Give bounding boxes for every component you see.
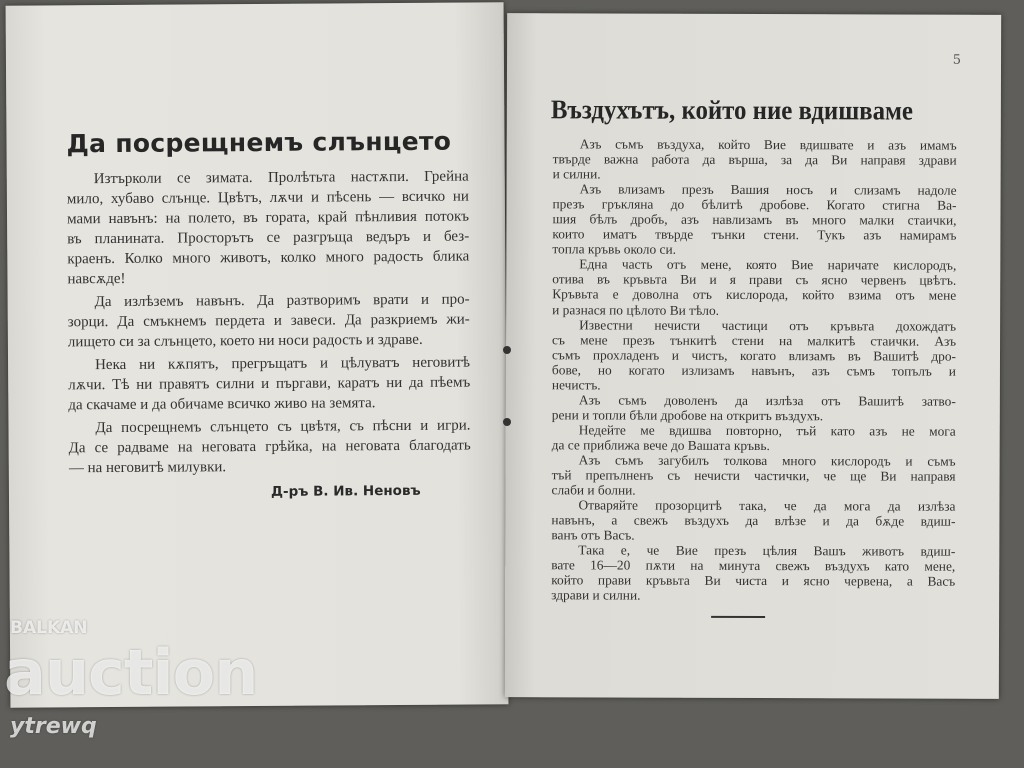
text-line: нечистъ. (551, 377, 601, 393)
text-line: съмъ прохладенъ и чистъ, когато влизамъ въ Вашитѣ дро- (551, 346, 957, 364)
text-line: топла кръвь около си. (552, 241, 677, 258)
text-line: който прави кръвьта Ви чиста и ясно червена, а Васъ (551, 572, 956, 590)
text-line: които иматъ твърде тънки стени. Тукъ азъ намирамъ (552, 226, 957, 243)
text-line: рени и топли бѣли дробове на откритъ въздухъ. (551, 407, 824, 424)
text-line: — на неговитѣ милувки. (68, 459, 227, 477)
text-line: Така е, че Вие презъ цѣлия Вашъ животъ вдиш- (578, 542, 956, 559)
right-page (505, 13, 1001, 699)
paragraph (68, 353, 470, 416)
page-number: 5 (952, 52, 962, 68)
text-line: Отваряйте прозорцитѣ така, че да мога да излѣза (578, 497, 956, 514)
text-line: мами навънъ: на полето, въ гората, край пѣнливия потокъ (66, 208, 470, 228)
text-line: Изтърколи се зимата. Пролѣтьта настѫпи. Грейна (93, 168, 469, 188)
paragraph (552, 257, 956, 319)
text-line: тъй препълненъ съ нечисти частички, че ще Ви направя (551, 467, 956, 484)
text-line: краенъ. Колко много животъ, колко много радость блика (67, 248, 470, 268)
binding-hole (503, 346, 511, 354)
text-line: бове, но когато излизамъ навънъ, азъ съмъ топълъ и (551, 362, 956, 379)
text-line: навънъ, а свежъ въздухъ да влѣзе и да бѫде вдиш- (551, 512, 956, 529)
paragraph (552, 181, 956, 258)
text-line: зорци. Да смъкнемъ пердета и завеси. Да разкриемъ жи- (67, 311, 470, 331)
text-line: лѫчи. Тѣ ни правятъ силни и пъргави, каратъ ни да пѣемъ (68, 374, 471, 394)
text-line: отива въ кръвьта Ви и я прави съ ясно червенъ цвѣтъ. (552, 271, 957, 289)
paragraph (67, 167, 470, 290)
text-line: Азъ съмъ въздуха, който Вие вдишвате и азъ имамъ (579, 136, 957, 153)
left-page (6, 2, 509, 707)
paragraph (552, 422, 956, 454)
text-line: твърде важна работа да върша, за да Ви направя здрави (552, 151, 957, 168)
text-line: Да посрещнемъ слънцето съ цвѣтя, съ пѣсни и игри. (95, 417, 471, 437)
paragraph (552, 317, 956, 394)
text-line: да се приближа вече до Вашата кръвь. (551, 437, 770, 453)
right-page-body (551, 136, 957, 604)
text-line: Една часть отъ мене, която Вие наричате кислородъ, (579, 256, 957, 274)
paragraph (551, 543, 955, 605)
paragraph (553, 136, 957, 183)
end-divider (711, 616, 765, 618)
text-line: да скачаме и да обичаме всичко живо на земята. (68, 395, 376, 414)
text-line: Нека ни кѫпятъ, прегръщатъ и цѣлуватъ неговитѣ (95, 354, 471, 374)
left-page-body (67, 167, 471, 479)
text-line: Недейте ме вдишва повторно, тъй като азъ не мога (578, 422, 956, 439)
text-line: лището си за слънцето, което ни носи радость и здраве. (67, 331, 423, 351)
watermark-line2: auction (4, 636, 258, 709)
text-line: въ планината. Просторътъ се разгръща ведъръ и без- (67, 228, 470, 248)
text-line: презъ гръкляна до бѣлитѣ дробове. Когато стигна Ва- (552, 196, 957, 213)
author-signature: Д-ръ В. Ив. Неновъ (270, 482, 421, 500)
paragraph (551, 497, 955, 544)
watermark-line1: BALKAN (10, 618, 88, 638)
paragraph (552, 392, 956, 424)
text-line: Да излѣземъ навънъ. Да разтворимъ врати и про- (94, 291, 470, 311)
text-line: ванъ отъ Васъ. (551, 527, 635, 543)
paragraph (552, 452, 956, 499)
text-line: и разнася по цѣлото Ви тѣло. (552, 301, 720, 318)
text-line: Азъ съмъ доволенъ да излѣза отъ Вашитѣ затво- (578, 392, 956, 409)
paragraph (68, 416, 470, 479)
text-line: Известни нечисти частици отъ кръвьта дохождатъ (579, 316, 957, 334)
text-line: Кръвьта е доволна отъ кислорода, който взима отъ мене (552, 286, 957, 304)
left-page-title: Да посрещнемъ слънцето (66, 126, 452, 159)
text-line: слаби и болни. (551, 482, 636, 498)
text-line: шия бѣлъ дробъ, азъ навлизамъ въ много малки стаички, (552, 211, 957, 228)
text-line: навсѫде! (67, 270, 126, 288)
watermark-line3: ytrewq (10, 714, 97, 739)
right-page-title: Въздухътъ, който ние вдишваме (550, 94, 914, 126)
text-line: Да се радваме на неговата грѣйка, на неговата благодать (68, 437, 471, 457)
paragraph (68, 290, 470, 353)
text-line: здрави и силни. (551, 587, 641, 604)
text-line: Азъ съмъ загубилъ толкова много кислородъ и съмъ (578, 452, 956, 469)
binding-hole (503, 418, 511, 426)
text-line: мило, хубаво слънце. Цвѣтъ, лѫчи и пѣсень — всичко ни (66, 188, 469, 208)
text-line: вате 16—20 пѫти на минута свежъ въздухъ като мене, (551, 557, 956, 575)
text-line: Азъ влизамъ презъ Вашия носъ и слизамъ надоле (579, 181, 957, 198)
text-line: съ мене презъ тънкитѣ стени на малкитѣ стаички. Азъ (552, 331, 957, 349)
text-line: и силни. (552, 166, 601, 182)
